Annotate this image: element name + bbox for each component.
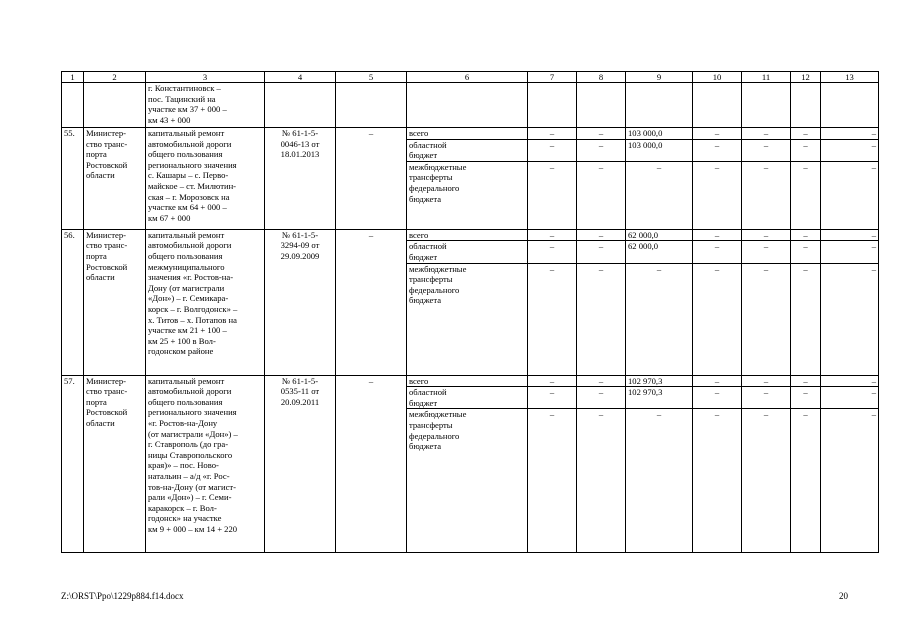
object-description: капитальный ремонт автомобильной дороги общего пользования регионального значения с. Кашары – с. Перво- майское – ст. Милютин- ская – г. Морозовск на участке км 64 + 000 – км 67 + 000 bbox=[146, 128, 265, 230]
column-header: 10 bbox=[693, 72, 742, 83]
cell: – bbox=[577, 409, 626, 553]
budget-table bbox=[61, 71, 879, 553]
column-header: 8 bbox=[577, 72, 626, 83]
cell: – bbox=[791, 409, 821, 553]
cell: – bbox=[821, 375, 879, 387]
column-header: 4 bbox=[265, 72, 336, 83]
cell: – bbox=[577, 241, 626, 263]
table-row bbox=[62, 128, 879, 140]
cell: – bbox=[528, 229, 577, 241]
object-description: капитальный ремонт автомобильной дороги общего пользования регионального значения «г. Ростов-на-Дону (от магистрали «Дон») – г. Ставрополь (до гра- ницы Ставропольского края)» – пос. Ново- натальин – а/д «г. Рос- тов-на-Дону (от магист- рали «Дон») – г. Семи- каракорск – г. Вол- годонск» на участке км 9 + 000 – км 14 + 220 bbox=[146, 375, 265, 553]
cell: – bbox=[577, 387, 626, 409]
column-header: 5 bbox=[336, 72, 407, 83]
cell: – bbox=[742, 161, 791, 229]
cell: – bbox=[577, 139, 626, 161]
amount-cell: 103 000,0 bbox=[626, 128, 693, 140]
cell: – bbox=[791, 387, 821, 409]
cell: – bbox=[821, 229, 879, 241]
cell: – bbox=[693, 229, 742, 241]
cell: – bbox=[693, 387, 742, 409]
cell: – bbox=[693, 409, 742, 553]
column-header: 7 bbox=[528, 72, 577, 83]
cell: – bbox=[791, 139, 821, 161]
amount-cell: 62 000,0 bbox=[626, 229, 693, 241]
column-header: 12 bbox=[791, 72, 821, 83]
amount-cell: 103 000,0 bbox=[626, 139, 693, 161]
cell: – bbox=[821, 387, 879, 409]
cell: – bbox=[528, 241, 577, 263]
funding-source: межбюджетные трансферты федерального бюджета bbox=[407, 161, 528, 229]
row-number: 55. bbox=[62, 128, 84, 230]
cell: – bbox=[577, 161, 626, 229]
agency: Министер- ство транс- порта Ростовской области bbox=[84, 229, 146, 375]
row-number: 56. bbox=[62, 229, 84, 375]
cell: – bbox=[528, 161, 577, 229]
cell: – bbox=[742, 263, 791, 375]
cell: – bbox=[791, 241, 821, 263]
table-row bbox=[62, 229, 879, 241]
cell: – bbox=[626, 161, 693, 229]
cell: – bbox=[693, 241, 742, 263]
column-header: 3 bbox=[146, 72, 265, 83]
column-header: 1 bbox=[62, 72, 84, 83]
cell: – bbox=[693, 375, 742, 387]
footer-file-path: Z:\ORST\Ppo\1229p884.f14.docx bbox=[61, 591, 184, 601]
column-header: 11 bbox=[742, 72, 791, 83]
cell: – bbox=[577, 229, 626, 241]
cell: – bbox=[742, 241, 791, 263]
cell: – bbox=[791, 229, 821, 241]
page-number: 20 bbox=[839, 591, 848, 601]
carry-over-row bbox=[62, 83, 879, 128]
cell: – bbox=[693, 161, 742, 229]
cell: – bbox=[791, 128, 821, 140]
funding-source: всего bbox=[407, 375, 528, 387]
cell: – bbox=[742, 229, 791, 241]
document-number: № 61-1-5- 3294-09 от 29.09.2009 bbox=[265, 229, 336, 375]
cell-col5: – bbox=[336, 229, 407, 375]
cell: – bbox=[693, 139, 742, 161]
cell: – bbox=[626, 263, 693, 375]
cell: – bbox=[821, 241, 879, 263]
cell: – bbox=[577, 263, 626, 375]
cell: – bbox=[821, 161, 879, 229]
cell: – bbox=[528, 387, 577, 409]
funding-source: областной бюджет bbox=[407, 387, 528, 409]
amount-cell: 62 000,0 bbox=[626, 241, 693, 263]
agency: Министер- ство транс- порта Ростовской области bbox=[84, 375, 146, 553]
column-header: 2 bbox=[84, 72, 146, 83]
cell: – bbox=[577, 128, 626, 140]
document-number: № 61-1-5- 0535-11 от 20.09.2011 bbox=[265, 375, 336, 553]
cell: – bbox=[577, 375, 626, 387]
cell: – bbox=[742, 409, 791, 553]
amount-cell: 102 970,3 bbox=[626, 387, 693, 409]
cell-col5: – bbox=[336, 128, 407, 230]
column-header: 9 bbox=[626, 72, 693, 83]
funding-source: межбюджетные трансферты федерального бюджета bbox=[407, 409, 528, 553]
cell: – bbox=[821, 128, 879, 140]
funding-source: областной бюджет bbox=[407, 241, 528, 263]
cell: – bbox=[693, 263, 742, 375]
document-number: № 61-1-5- 0046-13 от 18.01.2013 bbox=[265, 128, 336, 230]
cell: – bbox=[626, 409, 693, 553]
object-description: капитальный ремонт автомобильной дороги общего пользования межмуниципального значения «г. Ростов-на- Дону (от магистрали «Дон») – г. Семикара- корск – г. Волгодонск» – х. Титов – х. Потапов на участке км 21 + 100 – км 25 + 100 в Вол- годонском районе bbox=[146, 229, 265, 375]
cell: – bbox=[821, 139, 879, 161]
column-number-header bbox=[62, 72, 879, 83]
cell: – bbox=[528, 128, 577, 140]
cell: – bbox=[528, 409, 577, 553]
agency: Министер- ство транс- порта Ростовской области bbox=[84, 128, 146, 230]
cell: – bbox=[742, 387, 791, 409]
cell: – bbox=[693, 128, 742, 140]
cell-col5: – bbox=[336, 375, 407, 553]
cell: – bbox=[791, 161, 821, 229]
funding-source: всего bbox=[407, 229, 528, 241]
cell: – bbox=[742, 375, 791, 387]
cell: – bbox=[742, 139, 791, 161]
cell: – bbox=[528, 263, 577, 375]
object-description: г. Константиновск – пос. Тацинский на участке км 37 + 000 – км 43 + 000 bbox=[146, 83, 265, 128]
funding-source: межбюджетные трансферты федерального бюджета bbox=[407, 263, 528, 375]
table-row bbox=[62, 375, 879, 387]
cell: – bbox=[791, 375, 821, 387]
amount-cell: 102 970,3 bbox=[626, 375, 693, 387]
cell: – bbox=[528, 139, 577, 161]
cell: – bbox=[791, 263, 821, 375]
row-number: 57. bbox=[62, 375, 84, 553]
column-header: 13 bbox=[821, 72, 879, 83]
cell: – bbox=[528, 375, 577, 387]
funding-source: областной бюджет bbox=[407, 139, 528, 161]
cell: – bbox=[742, 128, 791, 140]
cell: – bbox=[821, 263, 879, 375]
cell: – bbox=[821, 409, 879, 553]
column-header: 6 bbox=[407, 72, 528, 83]
funding-source: всего bbox=[407, 128, 528, 140]
